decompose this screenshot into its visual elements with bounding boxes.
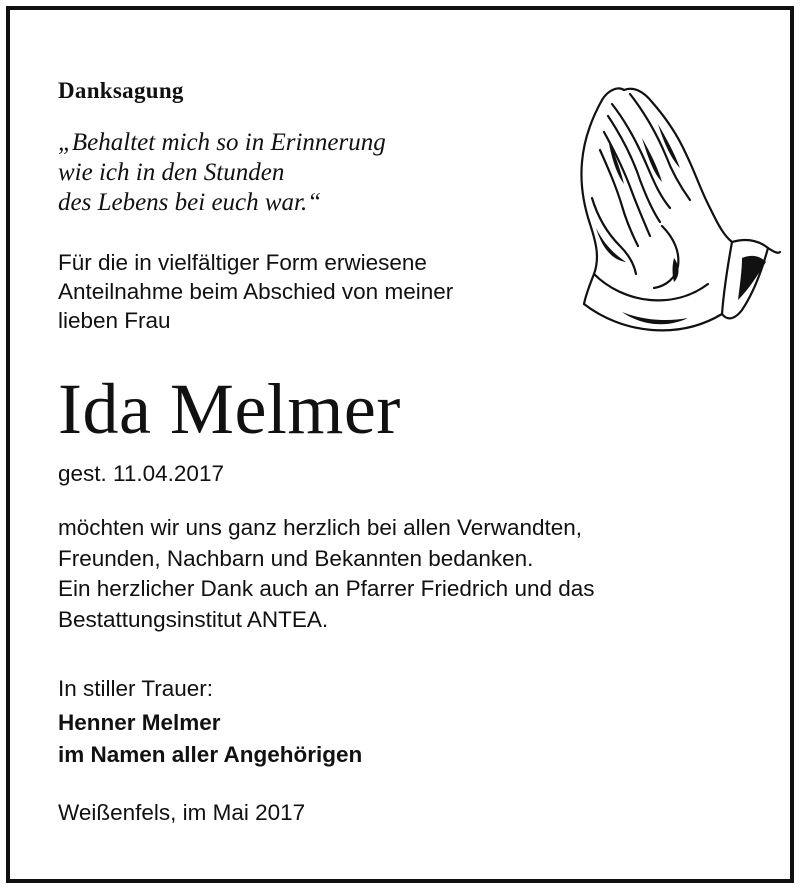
thanks-text	[58, 513, 595, 635]
notice-frame	[6, 6, 794, 883]
praying-hands-icon	[562, 78, 782, 348]
place-date: Weißenfels, im Mai 2017	[58, 800, 306, 825]
intro-line: lieben Frau	[58, 308, 171, 333]
intro-text	[58, 248, 453, 335]
signer-note: im Namen aller Angehörigen	[58, 742, 363, 767]
signer-block	[58, 707, 362, 771]
memorial-quote	[58, 128, 386, 218]
thanks-line: möchten wir uns ganz herzlich bei allen Verwandten,	[58, 515, 583, 540]
thanks-line: Bestattungsinstitut ANTEA.	[58, 606, 329, 632]
deceased-name: Ida Melmer	[58, 369, 401, 449]
signer-name: Henner Melmer	[58, 710, 221, 735]
intro-line: Für die in vielfältiger Form erwiesene	[58, 250, 427, 275]
intro-line: Anteilnahme beim Abschied von meiner	[58, 279, 454, 304]
notice-heading: Danksagung	[58, 78, 184, 103]
quote-line: des Lebens bei euch war.“	[58, 189, 322, 216]
mourning-label: In stiller Trauer:	[58, 676, 214, 701]
death-date: gest. 11.04.2017	[58, 461, 224, 486]
thanks-line: Ein herzlicher Dank auch an Pfarrer Friedrich und das	[58, 576, 595, 601]
quote-line: „Behaltet mich so in Erinnerung	[58, 129, 386, 156]
quote-line: wie ich in den Stunden	[58, 159, 285, 186]
thanks-line: Freunden, Nachbarn und Bekannten bedanken.	[58, 545, 534, 571]
